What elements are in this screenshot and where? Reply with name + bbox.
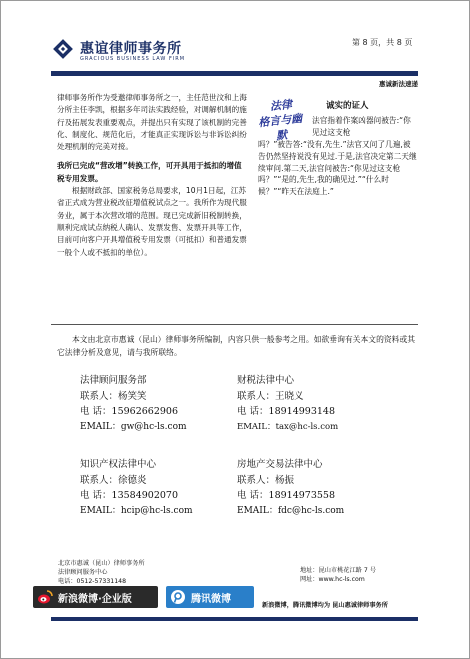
humor-badge <box>256 98 306 143</box>
contact-phone-row <box>237 488 344 504</box>
person-name: 王晓义 <box>275 390 304 402</box>
tencent-weibo-label: 腾讯微博 <box>191 593 231 605</box>
contact-dept: 房地产交易法律中心 <box>237 459 323 470</box>
firm-logo <box>52 37 186 65</box>
sina-weibo-icon <box>37 589 53 605</box>
footer-firm-name: 北京市惠诚（昆山）律师事务所 <box>58 560 145 567</box>
email-address[interactable]: gw@hc-ls.com <box>120 421 187 432</box>
email-label: EMAIL： <box>237 421 276 432</box>
story-title: 诚实的证人 <box>326 101 369 111</box>
contact-legal-advisory <box>80 373 187 435</box>
contact-phone-row <box>80 488 193 504</box>
contact-real-estate <box>237 457 344 519</box>
phone-number[interactable]: 15962662906 <box>111 406 179 417</box>
person-name: 徐德炎 <box>118 474 147 486</box>
footer-phone: 电话：0512-57331148 <box>58 577 127 585</box>
diamond-logo-icon <box>52 38 74 60</box>
phone-label: 电 话： <box>80 406 112 417</box>
phone-number[interactable]: 18914973558 <box>268 490 336 501</box>
contact-dept: 知识产权法律中心 <box>80 459 157 470</box>
email-label: EMAIL： <box>80 505 121 516</box>
person-name: 杨振 <box>275 474 295 486</box>
section-tag: 惠诚新法速递 <box>379 80 418 88</box>
email-address[interactable]: fdc@hc-ls.com <box>277 505 345 516</box>
phone-label: 电 话： <box>80 490 112 501</box>
contact-person-row <box>237 473 344 489</box>
article-paragraph-3: 根据财政部、国家税务总局要求，10月1日起，江苏省正式成为营业税改征增值税试点之一。我所作为现代服务业，属于本次营改增的范围。现已完成新旧税制转换，顺利完成试点纳税人确认、发票发售、发票开具等工作，目前可向客户开具增值税专用发票（可抵扣）和普通发票一般个人或不抵扣的单位）。 <box>57 186 247 257</box>
page-number: 第 8 页，共 8 页 <box>352 38 413 47</box>
contact-dept: 财税法律中心 <box>237 375 295 386</box>
person-label: 联系人： <box>237 390 276 402</box>
story-text-part2: 吗？”被告答:“没有,先生.”法官又问了几遍,被告仍然坚持说没有见过.于是,法官决定第二天继续审问.第二天,法官问被告:“你见过这支枪吗？”“是的,先生,我的确见过.”“什么时候？”“昨天在法庭上.” <box>258 140 417 197</box>
phone-label: 电 话： <box>237 490 269 501</box>
email-label: EMAIL： <box>80 421 121 432</box>
contact-ip-law <box>80 457 193 519</box>
contact-phone-row <box>237 404 338 420</box>
contact-person-row <box>237 389 338 405</box>
footer-address-info <box>300 567 376 585</box>
person-label: 联系人： <box>237 474 276 486</box>
contact-email-row <box>237 420 338 436</box>
person-label: 联系人： <box>80 390 119 402</box>
footer-weibo-note: 新浪微博，腾讯微博均为 昆山惠诚律师事务所 <box>262 602 388 609</box>
contact-dept: 法律顾问服务部 <box>80 375 147 386</box>
story-text-part1: 法官指着作案凶器问被告:“你见过这支枪 <box>312 116 411 137</box>
contact-phone-row <box>80 404 187 420</box>
logo-name: 惠谊律师事务所 <box>80 41 182 57</box>
disclaimer-notice: 本文由北京市惠诚（昆山）律师事务所编制，内容只供一般参考之用。如欲垂询有关本文的资料或其它法律分析及意见，请与我所联络。 <box>57 335 416 357</box>
phone-number[interactable]: 18914993148 <box>268 406 336 417</box>
contact-tax-law <box>237 373 338 435</box>
header-rule <box>51 71 418 76</box>
footer-website[interactable]: 网址：www.hc-ls.com <box>300 575 365 583</box>
sina-weibo-badge[interactable] <box>33 586 158 608</box>
footer-firm-info <box>58 560 145 586</box>
logo-english: GRACIOUS BUSINESS LAW FIRM <box>80 56 186 62</box>
person-label: 联系人： <box>80 474 119 486</box>
email-label: EMAIL： <box>237 505 278 516</box>
footer-rule <box>51 617 418 621</box>
article-headline: 我所已完成“营改增”转换工作，可开具用于抵扣的增值税专用发票。 <box>57 161 242 183</box>
email-address[interactable]: hcip@hc-ls.com <box>120 505 193 516</box>
contact-person-row <box>80 473 193 489</box>
contact-email-row <box>80 420 187 436</box>
footer-address: 地址：昆山市桃花江路 7 号 <box>300 567 376 574</box>
sina-weibo-label: 新浪微博·企业版 <box>58 593 132 605</box>
contact-email-row <box>80 504 193 520</box>
contact-email-row <box>237 504 344 520</box>
contact-person-row <box>80 389 187 405</box>
left-article <box>57 92 247 259</box>
email-address[interactable]: tax@hc-ls.com <box>275 421 339 432</box>
footer-center-name: 法律顾问服务中心 <box>58 568 108 576</box>
person-name: 杨笑笑 <box>118 390 147 402</box>
article-paragraph-1: 律师事务所作为受邀律师事务所之一，主任范世汶和上海分所主任李凯，根据多年司法实践经验，对调解机制的施行及拓展发表重要观点，并提出只有实现了该机制的完善化、制度化、规范化后，才能真正实现诉讼与非诉讼纠纷处理机制的完美对接。 <box>57 93 247 152</box>
section-divider <box>51 324 418 325</box>
humor-badge-line2: 格言与幽默 <box>257 111 303 143</box>
phone-number[interactable]: 13584902070 <box>111 490 179 501</box>
phone-label: 电 话： <box>237 406 269 417</box>
tencent-weibo-badge[interactable] <box>166 586 254 608</box>
humor-badge-line1: 法律 <box>269 97 293 114</box>
tencent-weibo-icon <box>170 589 186 605</box>
